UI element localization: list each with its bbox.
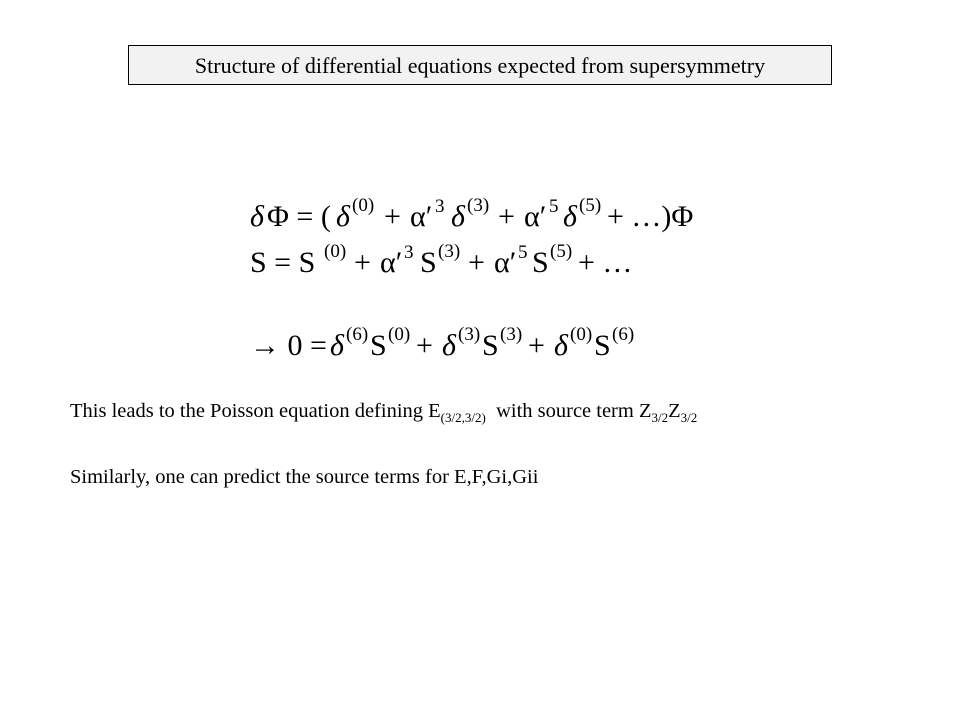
svg-text:S: S bbox=[532, 246, 549, 279]
svg-text:+: + bbox=[528, 329, 545, 362]
line1-subscript-z1: 3/2 bbox=[651, 410, 669, 425]
line1-subscript-e: (3/2,3/2) bbox=[440, 410, 486, 425]
svg-text:(5): (5) bbox=[550, 241, 573, 262]
slide-title: Structure of differential equations expected from supersymmetry bbox=[128, 45, 832, 85]
svg-text:(0): (0) bbox=[570, 324, 593, 345]
svg-text:δ: δ bbox=[336, 200, 350, 233]
equation-action bbox=[250, 241, 632, 279]
source-terms-text: Similarly, one can predict the source terms for E,F,Gi,Gii bbox=[70, 466, 539, 488]
line1-middle: with source term Z bbox=[496, 400, 652, 422]
svg-text:(5): (5) bbox=[579, 195, 602, 216]
svg-text:(3): (3) bbox=[467, 195, 490, 216]
svg-text:+: + bbox=[416, 329, 433, 362]
svg-text:S: S bbox=[482, 329, 499, 362]
svg-text:3: 3 bbox=[435, 196, 445, 217]
svg-text:Φ = (: Φ = ( bbox=[267, 200, 331, 233]
svg-text:(0): (0) bbox=[324, 241, 347, 262]
svg-text:(0): (0) bbox=[388, 324, 411, 345]
svg-text:δ: δ bbox=[330, 329, 344, 362]
svg-text:5: 5 bbox=[549, 196, 559, 217]
equation-consistency bbox=[250, 324, 634, 362]
svg-text:+: + bbox=[384, 200, 401, 233]
svg-text:α′: α′ bbox=[410, 200, 433, 233]
line1-subscript-z2: 3/2 bbox=[680, 410, 698, 425]
svg-text:S: S bbox=[420, 246, 437, 279]
svg-text:δ: δ bbox=[250, 200, 264, 233]
svg-text:3: 3 bbox=[404, 242, 414, 263]
svg-text:δ: δ bbox=[451, 200, 465, 233]
line1-z2: Z bbox=[668, 400, 681, 422]
svg-text:δ: δ bbox=[554, 329, 568, 362]
svg-text:(3): (3) bbox=[438, 241, 461, 262]
svg-text:+: + bbox=[468, 246, 485, 279]
svg-text:δ: δ bbox=[442, 329, 456, 362]
svg-text:α′: α′ bbox=[380, 246, 403, 279]
svg-text:5: 5 bbox=[518, 242, 528, 263]
svg-text:S: S bbox=[594, 329, 611, 362]
svg-text:α′: α′ bbox=[494, 246, 517, 279]
svg-text:(6): (6) bbox=[612, 324, 635, 345]
svg-text:S: S bbox=[370, 329, 387, 362]
svg-text:+: + bbox=[354, 246, 371, 279]
svg-text:(0): (0) bbox=[352, 195, 375, 216]
svg-text:→ 0 =: → 0 = bbox=[250, 329, 327, 362]
equation-variation bbox=[250, 195, 693, 233]
svg-text:α′: α′ bbox=[524, 200, 547, 233]
line1-prefix: This leads to the Poisson equation defining E bbox=[70, 400, 441, 422]
poisson-equation-text bbox=[70, 400, 697, 426]
svg-text:+ …: + … bbox=[578, 246, 633, 279]
svg-text:(6): (6) bbox=[346, 324, 369, 345]
svg-text:+ …)Φ: + …)Φ bbox=[607, 200, 694, 233]
svg-text:+: + bbox=[498, 200, 515, 233]
svg-text:(3): (3) bbox=[458, 324, 481, 345]
svg-text:(3): (3) bbox=[500, 324, 523, 345]
svg-text:S = S: S = S bbox=[250, 246, 316, 279]
svg-text:δ: δ bbox=[563, 200, 577, 233]
